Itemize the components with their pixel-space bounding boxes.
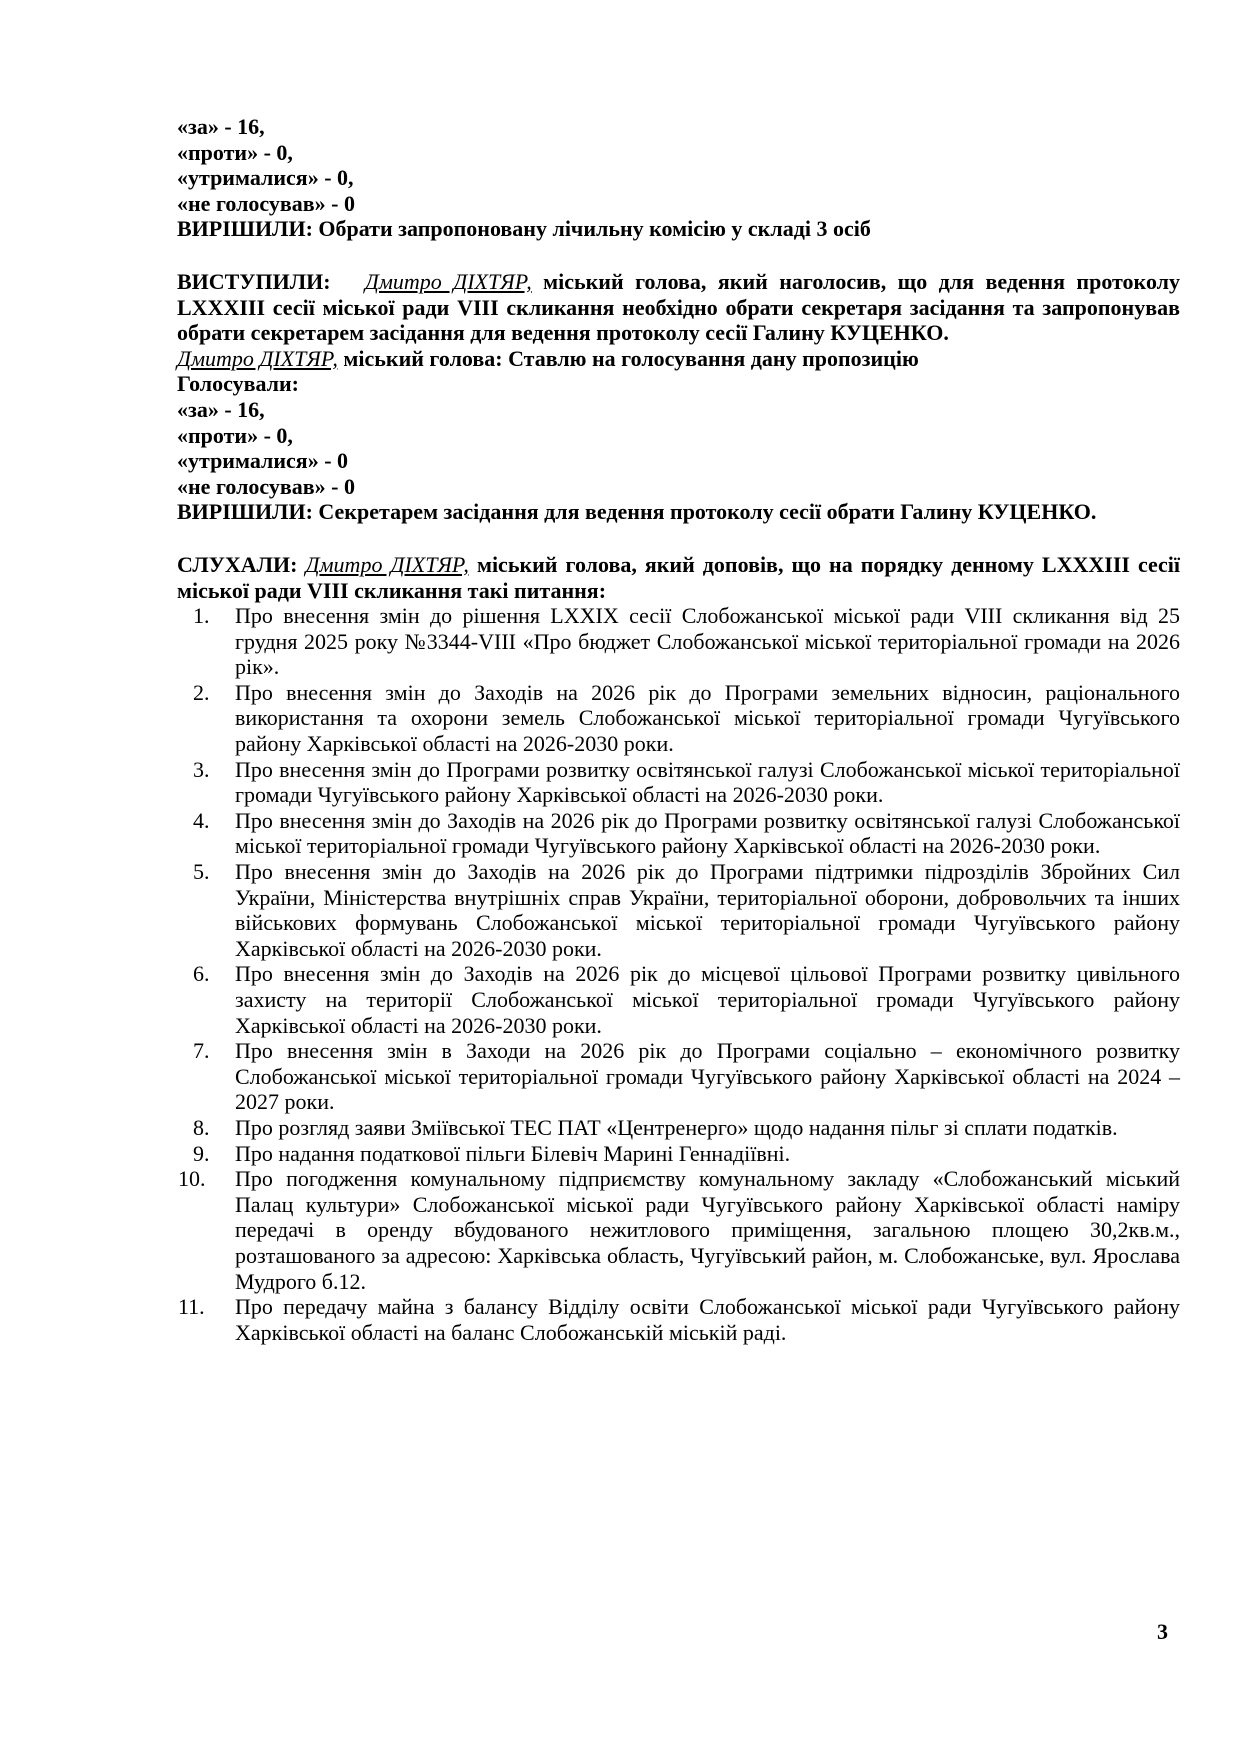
agenda-item-text: Про внесення змін до рішення LXXIX сесії Слобожанської міської ради VIII скликання від 25 грудня 2025 року №3344-VIII «Про бюджет Слобожанської міської територіальної громади на 2026 рік». — [235, 603, 1180, 680]
vote-not-voted: «не голосував» - 0 — [177, 473, 355, 499]
vote-results-2 — [177, 397, 1180, 499]
heard-label: СЛУХАЛИ: — [177, 551, 298, 577]
vote-for: «за» - 16, — [177, 396, 265, 422]
agenda-item-text: Про погодження комунальному підприємству комунальному закладу «Слобожанський міський Палац культури» Слобожанської міської ради Чугуївського району Харківської області наміру передачі в оренду вбудованого нежитлового приміщення, загальною площею 30,2кв.м., розташованого за адресою: Харківська область, Чугуївський район, м. Слобожанське, вул. Ярослава Мудрого б.12. — [235, 1166, 1180, 1294]
agenda-item — [177, 1141, 1180, 1167]
vote-against: «проти» - 0, — [177, 139, 293, 165]
agenda-item-text: Про внесення змін до Заходів на 2026 рік до Програми земельних відносин, раціонального використання та охорони земель Слобожанської міської територіальної громади Чугуївського району Харківської області на 2026-2030 роки. — [235, 679, 1180, 757]
agenda-item-number: 1. — [193, 603, 210, 629]
proposal-text: міський голова: Ставлю на голосування дану пропозицію — [337, 345, 919, 371]
agenda-item-number: 6. — [193, 961, 210, 987]
agenda-item — [177, 1038, 1180, 1115]
agenda-item — [177, 859, 1180, 961]
agenda-item — [177, 808, 1180, 859]
vote-not-voted: «не голосував» - 0 — [177, 190, 355, 216]
proposal-line — [177, 346, 1180, 372]
speaker-name-3: Дмитро ДІХТЯР, — [305, 551, 469, 577]
agenda-item-number: 4. — [193, 807, 210, 833]
decision-2 — [177, 499, 1180, 525]
agenda-item-number: 9. — [193, 1140, 210, 1166]
decided-label: ВИРІШИЛИ: — [177, 499, 313, 525]
agenda-item-number: 5. — [193, 859, 210, 885]
agenda-item-number: 8. — [193, 1114, 210, 1140]
speaker-name-2: Дмитро ДІХТЯР, — [177, 345, 338, 371]
agenda-item — [177, 1294, 1180, 1345]
spoke-label: ВИСТУПИЛИ: — [177, 268, 331, 294]
decided-text: Секретарем засідання для ведення протоколу сесії обрати Галину КУЦЕНКО. — [312, 499, 1097, 525]
heard-text: міський голова, який доповів, що на порядку денному LXXXIII сесії міської ради VIII скликання такі питання: — [177, 551, 1181, 603]
decision-1 — [177, 216, 1180, 242]
agenda-item-number: 10. — [178, 1166, 206, 1192]
vote-abstained: «утрималися» - 0, — [177, 165, 354, 191]
vote-against: «проти» - 0, — [177, 422, 293, 448]
voted-label: Голосували: — [177, 371, 300, 397]
agenda-item-text: Про внесення змін до Заходів на 2026 рік до Програми підтримки підрозділів Збройних Сил України, Міністерства внутрішніх справ України, територіальної оборони, добровольчих та інших військових формувань Слобожанської міської територіальної громади Чугуївського району Харківської області на 2026-2030 роки. — [235, 859, 1180, 961]
decided-label: ВИРІШИЛИ: — [177, 216, 313, 242]
agenda-item-text: Про внесення змін до Заходів на 2026 рік до Програми розвитку освітянської галузі Слобожанської міської територіальної громади Чугуївського району Харківської області на 2026-2030 роки. — [235, 807, 1180, 859]
vote-for: «за» - 16, — [177, 114, 265, 139]
agenda-item-number: 11. — [178, 1294, 205, 1320]
vote-results-1 — [177, 114, 1180, 216]
agenda-item-text: Про передачу майна з балансу Відділу освіти Слобожанської міської ради Чугуївського району Харківської області на баланс Слобожанській міській раді. — [235, 1294, 1180, 1345]
agenda-item-text: Про розгляд заяви Зміївської ТЕС ПАТ «Центренерго» щодо надання пільг зі сплати податків. — [235, 1114, 1118, 1140]
agenda-item — [177, 757, 1180, 808]
spoke-paragraph — [177, 269, 1180, 346]
agenda-item-number: 7. — [193, 1038, 210, 1064]
page-number: 3 — [1157, 1619, 1168, 1644]
agenda-item-text: Про внесення змін в Заходи на 2026 рік до Програми соціально – економічного розвитку Слобожанської міської територіальної громади Чугуївського району Харківської області на 2024 – 2027 роки. — [235, 1038, 1180, 1115]
agenda-list — [177, 603, 1180, 1345]
spoke-text: міський голова, який наголосив, що для ведення протоколу LXXXIII сесії міської ради VIII скликання необхідно обрати секретаря засідання та запропонував обрати секретарем засідання для ведення протоколу сесії Галину КУЦЕНКО. — [177, 268, 1180, 346]
vote-abstained: «утрималися» - 0 — [177, 448, 349, 474]
agenda-item-number: 3. — [193, 756, 210, 782]
agenda-item — [177, 1115, 1180, 1141]
page-content — [177, 114, 1180, 1345]
agenda-item — [177, 680, 1180, 757]
agenda-item-text: Про внесення змін до Програми розвитку освітянської галузі Слобожанської міської територіальної громади Чугуївського району Харківської області на 2026-2030 роки. — [235, 756, 1180, 808]
speaker-name: Дмитро ДІХТЯР, — [364, 268, 532, 294]
agenda-item-number: 2. — [193, 679, 210, 705]
agenda-item-text: Про надання податкової пільги Білевіч Марині Геннадіївні. — [235, 1140, 791, 1166]
agenda-item — [177, 1166, 1180, 1294]
heard-paragraph — [177, 552, 1180, 603]
agenda-item — [177, 603, 1180, 680]
agenda-item-text: Про внесення змін до Заходів на 2026 рік до місцевої цільової Програми розвитку цивільного захисту на території Слобожанської міської територіальної громади Чугуївського району Харківської області на 2026-2030 роки. — [235, 961, 1180, 1038]
agenda-item — [177, 961, 1180, 1038]
decided-text: Обрати запропоновану лічильну комісію у складі 3 осіб — [312, 216, 871, 242]
